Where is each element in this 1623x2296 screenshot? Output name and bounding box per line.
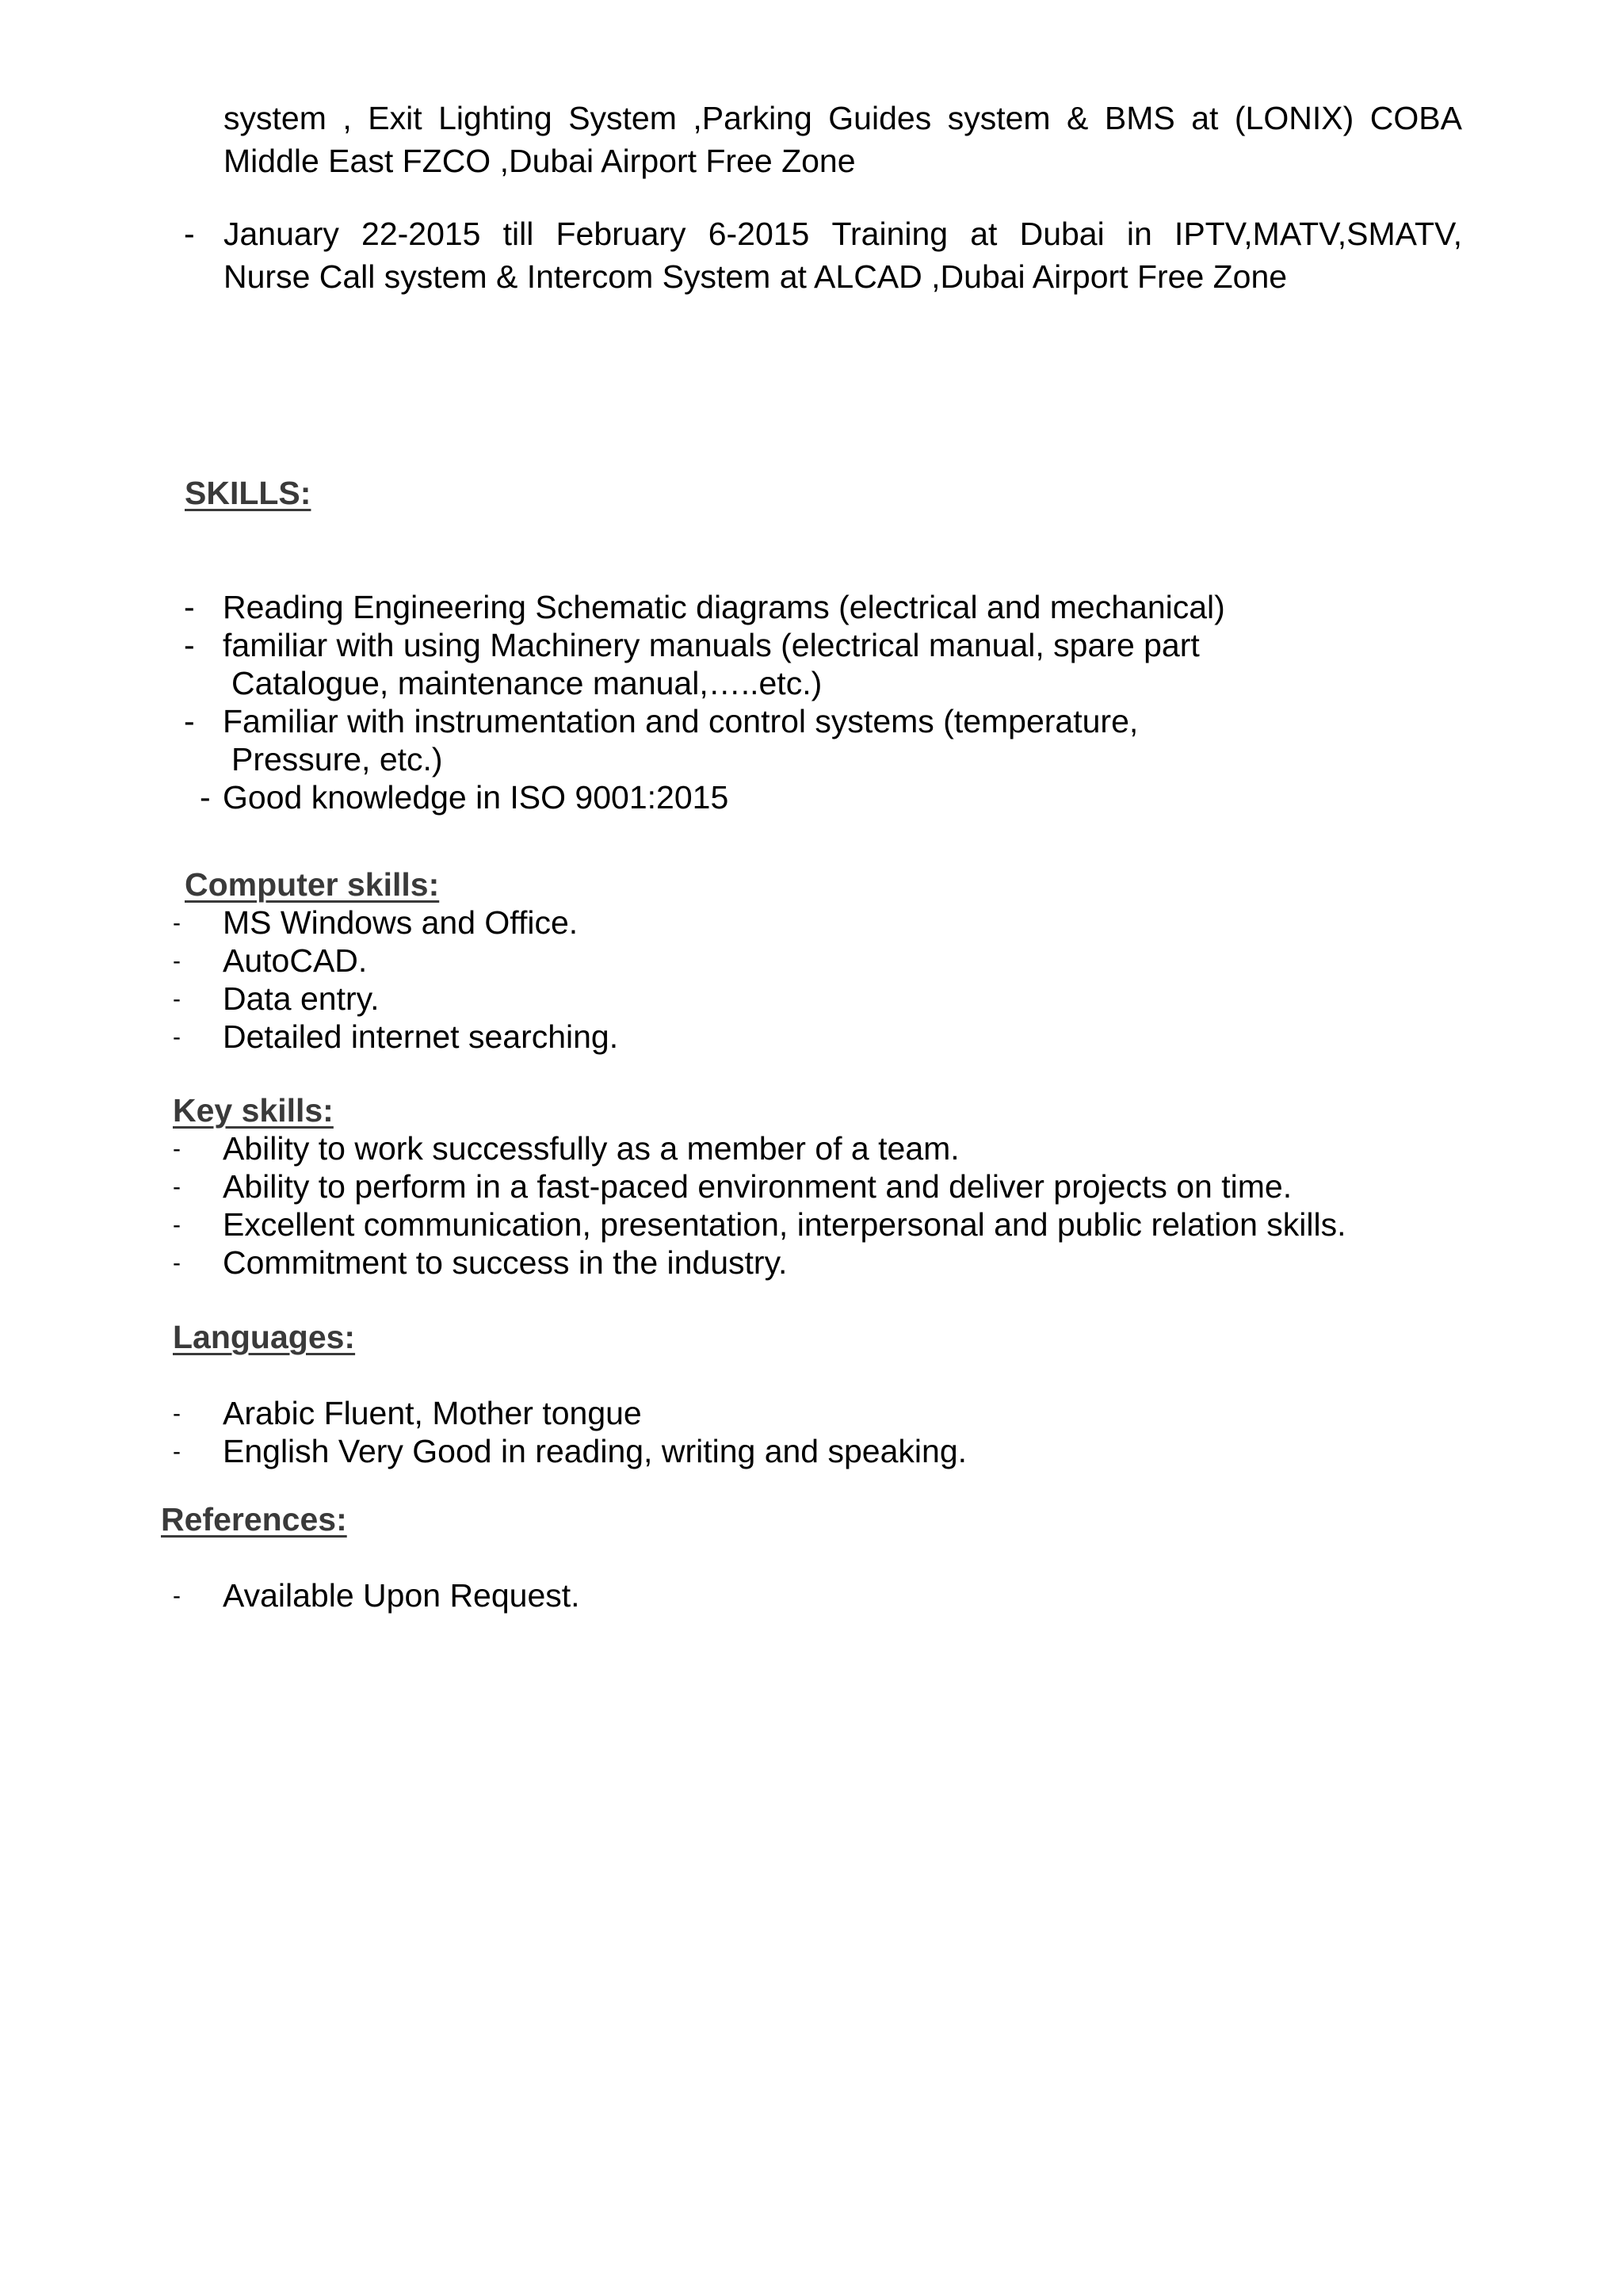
skills-item-1-bullet: - — [184, 589, 195, 625]
skills-item-3-line-1: Familiar with instrumentation and control systems (temperature, — [223, 703, 1139, 739]
key-skills-bullet-1: - — [173, 1136, 181, 1162]
skills-item-3-bullet: - — [184, 703, 195, 739]
word: , — [342, 100, 352, 136]
word: IPTV,MATV,SMATV, — [1174, 216, 1462, 252]
key-skills-item-2: Ability to perform in a fast-paced environment and deliver projects on time. — [223, 1168, 1293, 1205]
word: Guides — [828, 100, 932, 136]
computer-skills-heading: Computer skills: — [185, 866, 440, 903]
word: at — [1191, 100, 1219, 136]
training-entry-2-line-2: Nurse Call system & Intercom System at ALCAD ,Dubai Airport Free Zone — [223, 258, 1288, 295]
computer-skills-item-2: AutoCAD. — [223, 942, 368, 979]
key-skills-item-1: Ability to work successfully as a member of a team. — [223, 1130, 960, 1167]
word: system — [223, 100, 327, 136]
references-bullet-1: - — [173, 1583, 181, 1609]
key-skills-bullet-4: - — [173, 1250, 181, 1276]
word: & — [1067, 100, 1089, 136]
computer-skills-bullet-4: - — [173, 1024, 181, 1050]
languages-bullet-2: - — [173, 1438, 181, 1465]
training-entry-2-bullet: - — [184, 216, 195, 252]
skills-item-4: Good knowledge in ISO 9001:2015 — [223, 779, 729, 816]
word: COBA — [1369, 100, 1462, 136]
skills-item-4-bullet: - — [200, 779, 211, 816]
training-entry-1-line-1 — [223, 102, 1462, 135]
references-item-1: Available Upon Request. — [223, 1577, 580, 1614]
word: till — [502, 216, 534, 252]
word: 22-2015 — [361, 216, 481, 252]
skills-heading: SKILLS: — [185, 475, 311, 511]
computer-skills-bullet-1: - — [173, 910, 181, 936]
word: 6-2015 — [708, 216, 810, 252]
skills-item-2-line-1: familiar with using Machinery manuals (electrical manual, spare part — [223, 627, 1200, 663]
languages-bullet-1: - — [173, 1400, 181, 1427]
word: January — [223, 216, 339, 252]
training-entry-2-line-1 — [223, 218, 1462, 250]
word: Exit — [368, 100, 422, 136]
languages-heading: Languages: — [173, 1319, 356, 1355]
computer-skills-item-3: Data entry. — [223, 980, 380, 1017]
skills-item-3-line-2: Pressure, etc.) — [231, 741, 443, 777]
key-skills-bullet-3: - — [173, 1212, 181, 1238]
key-skills-item-4: Commitment to success in the industry. — [223, 1244, 788, 1281]
word: Dubai — [1019, 216, 1105, 252]
word: System — [568, 100, 677, 136]
skills-item-2-line-2: Catalogue, maintenance manual,…..etc.) — [231, 665, 823, 701]
training-entry-1-line-2: Middle East FZCO ,Dubai Airport Free Zone — [223, 143, 856, 179]
key-skills-item-3: Excellent communication, presentation, interpersonal and public relation skills. — [223, 1206, 1346, 1243]
word: Training — [831, 216, 949, 252]
computer-skills-item-1: MS Windows and Office. — [223, 904, 579, 941]
computer-skills-item-4: Detailed internet searching. — [223, 1018, 619, 1055]
word: BMS — [1104, 100, 1175, 136]
key-skills-heading: Key skills: — [173, 1092, 334, 1129]
word: Lighting — [438, 100, 552, 136]
skills-item-1: Reading Engineering Schematic diagrams (electrical and mechanical) — [223, 589, 1225, 625]
languages-item-2: English Very Good in reading, writing and speaking. — [223, 1433, 968, 1469]
key-skills-bullet-2: - — [173, 1174, 181, 1200]
skills-item-2-bullet: - — [184, 627, 195, 663]
languages-item-1: Arabic Fluent, Mother tongue — [223, 1395, 642, 1431]
word: February — [556, 216, 686, 252]
word: in — [1126, 216, 1152, 252]
word: ,Parking — [693, 100, 812, 136]
word: (LONIX) — [1234, 100, 1354, 136]
computer-skills-bullet-2: - — [173, 948, 181, 974]
references-heading: References: — [161, 1501, 347, 1538]
word: at — [970, 216, 998, 252]
word: system — [947, 100, 1051, 136]
computer-skills-bullet-3: - — [173, 986, 181, 1012]
